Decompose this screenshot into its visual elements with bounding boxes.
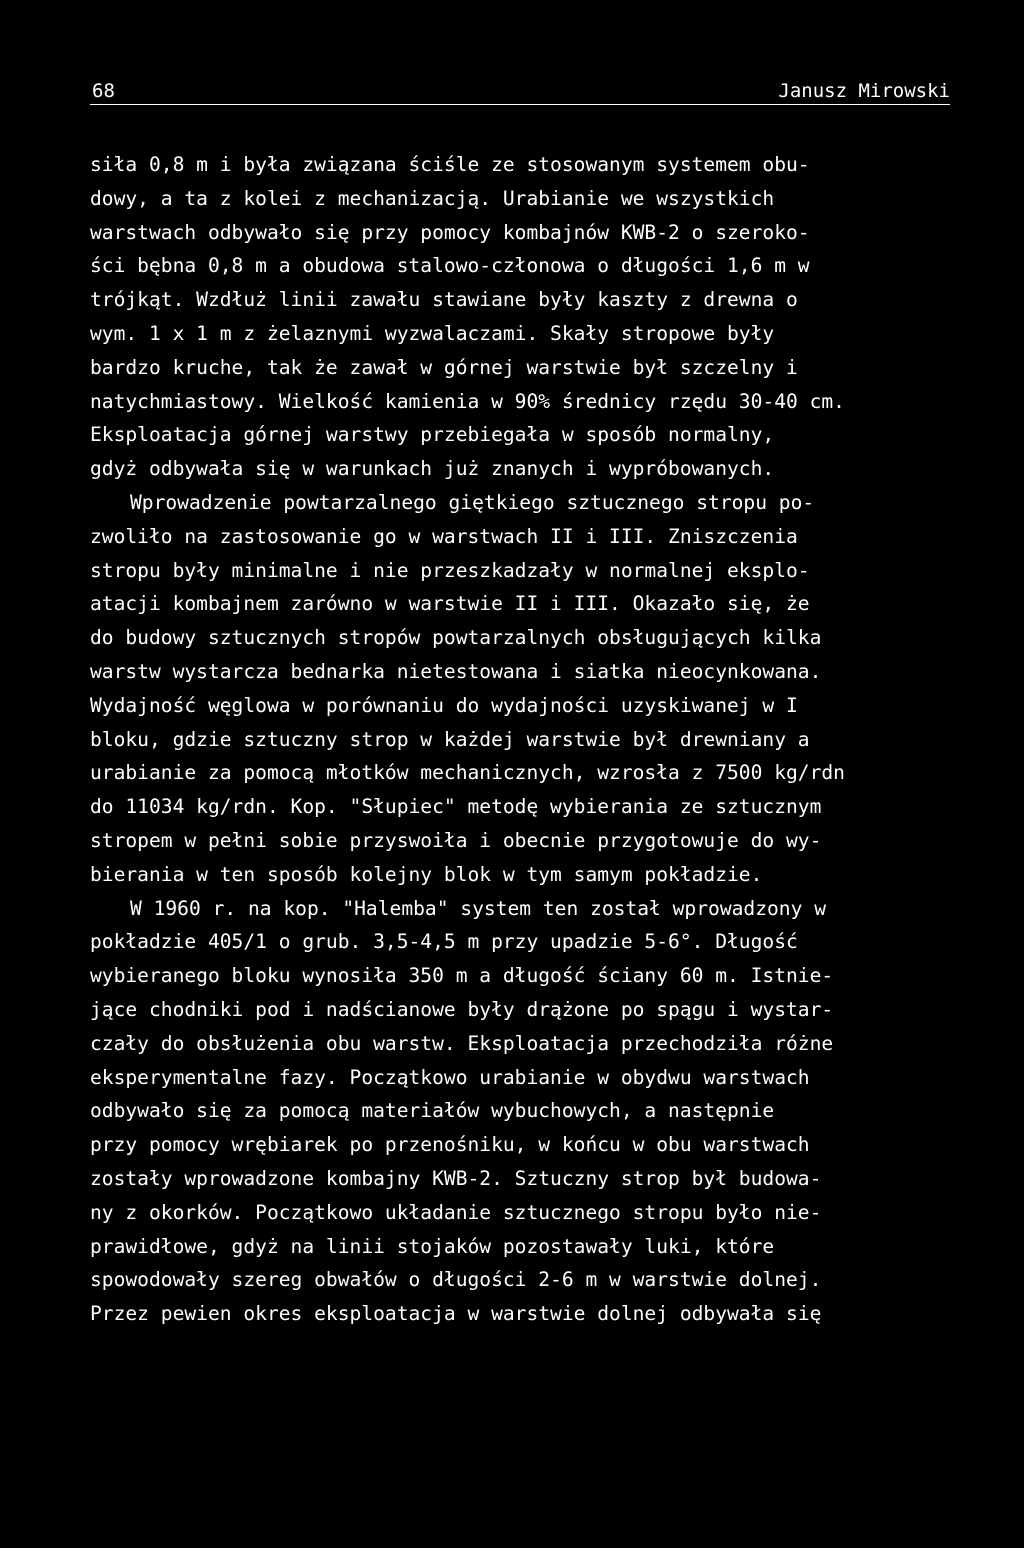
text-line: do budowy sztucznych stropów powtarzalnych obsługujących kilka xyxy=(90,626,822,650)
page-header xyxy=(90,78,950,105)
text-line: bierania w ten sposób kolejny blok w tym samym pokładzie. xyxy=(90,862,763,886)
text-line: wybieranego bloku wynosiła 350 m a długość ściany 60 m. Istnie- xyxy=(90,964,834,988)
text-line: prawidłowe, gdyż na linii stojaków pozostawały luki, które xyxy=(90,1234,775,1258)
text-line: do 11034 kg/rdn. Kop. "Słupiec" metodę wybierania ze sztucznym xyxy=(90,795,822,819)
text-line: czały do obsłużenia obu warstw. Eksploatacja przechodziła różne xyxy=(90,1031,834,1055)
text-line: eksperymentalne fazy. Początkowo urabianie w obydwu warstwach xyxy=(90,1065,810,1089)
page-number: 68 xyxy=(92,80,115,102)
text-line: Wydajność węglowa w porównaniu do wydajności uzyskiwanej w I xyxy=(90,693,798,717)
text-line: dowy, a ta z kolei z mechanizacją. Urabianie we wszystkich xyxy=(90,186,775,210)
text-line: ny z okorków. Początkowo układanie sztucznego stropu było nie- xyxy=(90,1200,822,1224)
text-line: spowodowały szereg obwałów o długości 2-6 m w warstwie dolnej. xyxy=(90,1268,822,1292)
text-line: Wprowadzenie powtarzalnego giętkiego sztucznego stropu po- xyxy=(130,490,815,514)
text-line: ści bębna 0,8 m a obudowa stalowo-członowa o długości 1,6 m w xyxy=(90,254,810,278)
text-line: pokładzie 405/1 o grub. 3,5-4,5 m przy upadzie 5-6°. Długość xyxy=(90,930,798,954)
text-line: trójkąt. Wzdłuż linii zawału stawiane były kaszty z drewna o xyxy=(90,288,798,312)
text-line: stropu były minimalne i nie przeszkadzały w normalnej eksplo- xyxy=(90,558,810,582)
running-title: Janusz Mirowski xyxy=(778,80,950,102)
text-line: odbywało się za pomocą materiałów wybuchowych, a następnie xyxy=(90,1099,775,1123)
text-line: zostały wprowadzone kombajny KWB-2. Sztuczny strop był budowa- xyxy=(90,1166,822,1190)
text-line: jące chodniki pod i nadścianowe były drążone po spągu i wystar- xyxy=(90,997,834,1021)
text-line: Eksploatacja górnej warstwy przebiegała w sposób normalny, xyxy=(90,423,775,447)
text-line: warstw wystarcza bednarka nietestowana i siatka nieocynkowana. xyxy=(90,659,822,683)
text-line: bloku, gdzie sztuczny strop w każdej warstwie był drewniany a xyxy=(90,727,810,751)
text-line: stropem w pełni sobie przyswoiła i obecnie przygotowuje do wy- xyxy=(90,828,822,852)
text-line: bardzo kruche, tak że zawał w górnej warstwie był szczelny i xyxy=(90,355,798,379)
text-line: wym. 1 x 1 m z żelaznymi wyzwalaczami. Skały stropowe były xyxy=(90,321,775,345)
text-line: gdyż odbywała się w warunkach już znanych i wypróbowanych. xyxy=(90,457,775,481)
text-line: atacji kombajnem zarówno w warstwie II i III. Okazało się, że xyxy=(90,592,810,616)
text-line: natychmiastowy. Wielkość kamienia w 90% średnicy rzędu 30-40 cm. xyxy=(90,389,845,413)
text-line: Przez pewien okres eksploatacja w warstwie dolnej odbywała się xyxy=(90,1302,822,1326)
text-line: urabianie za pomocą młotków mechanicznych, wzrosła z 7500 kg/rdn xyxy=(90,761,845,785)
text-line: warstwach odbywało się przy pomocy kombajnów KWB-2 o szeroko- xyxy=(90,220,810,244)
body-text xyxy=(90,148,970,1331)
text-line: przy pomocy wrębiarek po przenośniku, w końcu w obu warstwach xyxy=(90,1133,810,1157)
text-line: zwoliło na zastosowanie go w warstwach II i III. Zniszczenia xyxy=(90,524,798,548)
text-line: siła 0,8 m i była związana ściśle ze stosowanym systemem obu- xyxy=(90,153,810,176)
text-line: W 1960 r. na kop. "Halemba" system ten został wprowadzony w xyxy=(130,896,826,920)
